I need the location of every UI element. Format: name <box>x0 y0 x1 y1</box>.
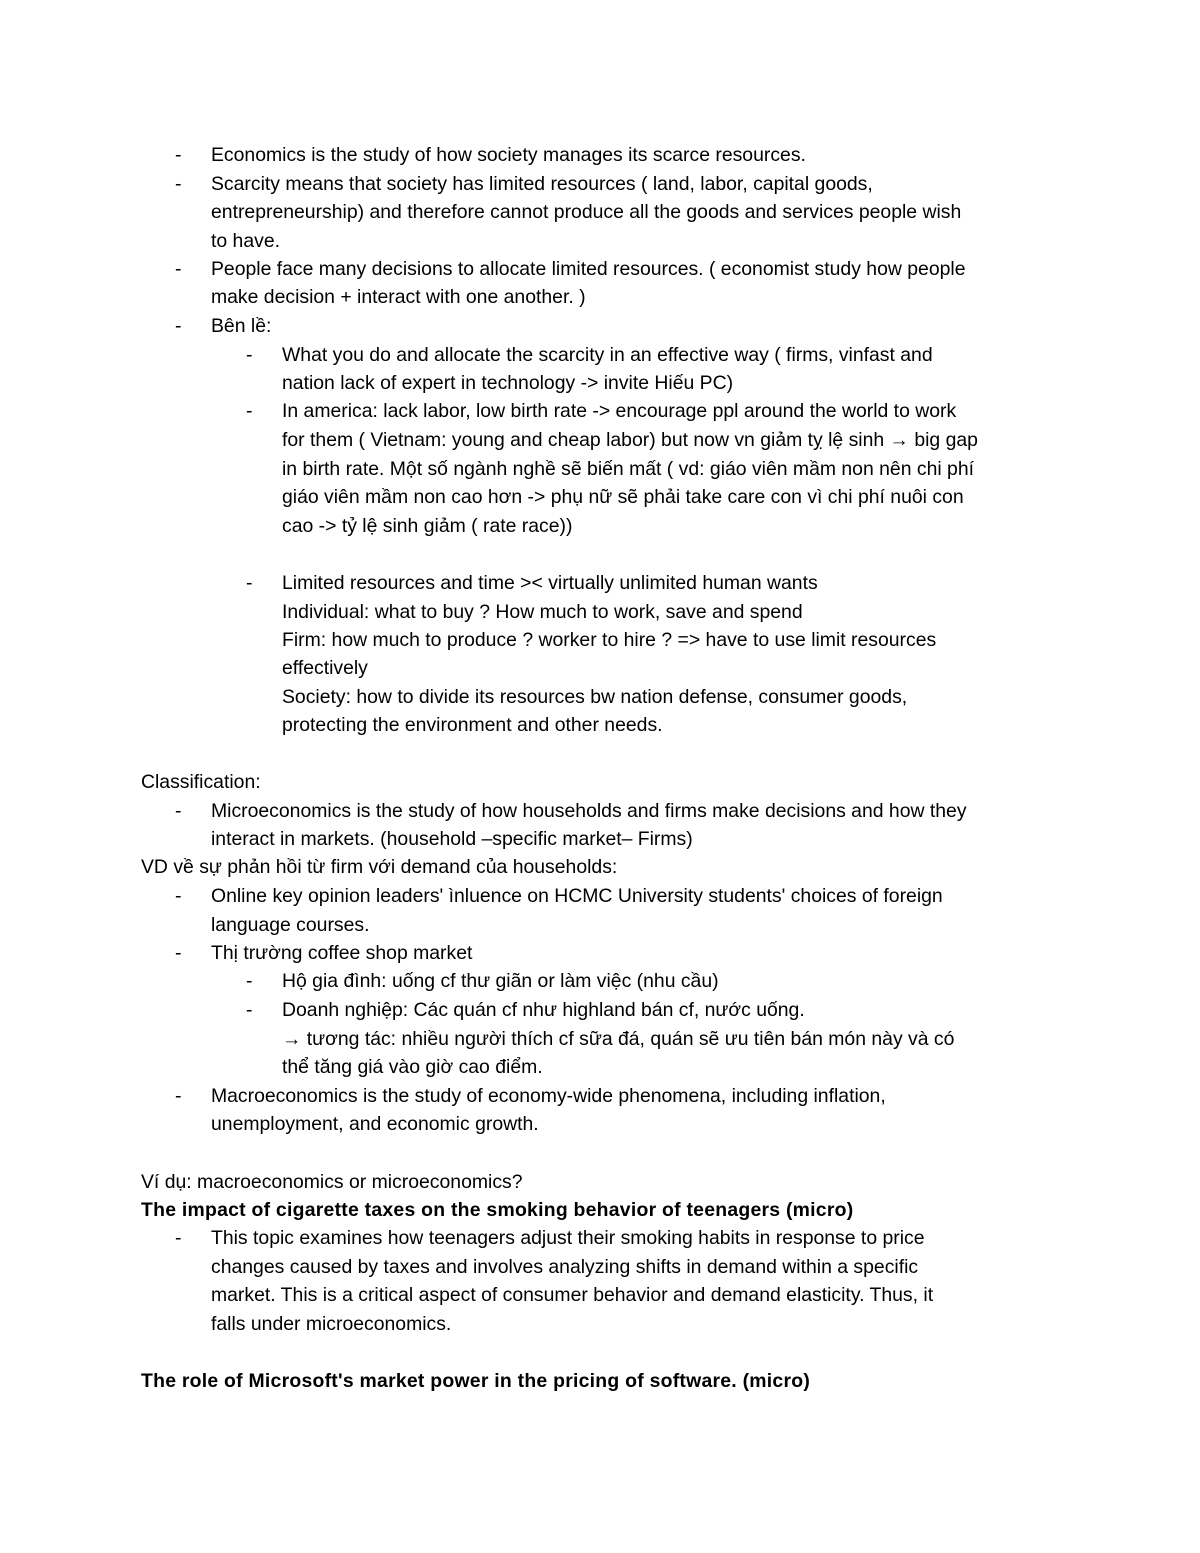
micro-line: interact in markets. (household –specific market– Firms) <box>211 828 693 850</box>
bullet-dash: - <box>175 144 182 166</box>
kol-line: Online key opinion leaders' ìnluence on HCMC University students' choices of foreign <box>211 885 943 907</box>
limited-line: effectively <box>282 657 368 679</box>
kol-line: language courses. <box>211 914 370 936</box>
cigarette-body-line: This topic examines how teenagers adjust their smoking habits in response to price <box>211 1227 925 1249</box>
vd-heading: VD về sự phản hồi từ firm với demand của households: <box>141 856 618 878</box>
bullet-dash: - <box>175 800 182 822</box>
sub-bullet-dash: - <box>246 999 253 1021</box>
cigarette-body-line: falls under microeconomics. <box>211 1313 452 1335</box>
business-line: → tương tác: nhiều người thích cf sữa đá, quán sẽ ưu tiên bán món này và có <box>282 1028 955 1050</box>
america-line: cao -> tỷ lệ sinh giảm ( rate race)) <box>282 515 573 537</box>
decisions-line: People face many decisions to allocate limited resources. ( economist study how people <box>211 258 966 280</box>
bullet-dash: - <box>175 315 182 337</box>
econ-definition-text: Economics is the study of how society manages its scarce resources. <box>211 144 806 166</box>
microsoft-title: The role of Microsoft's market power in the pricing of software. (micro) <box>141 1370 811 1392</box>
scarcity-line: to have. <box>211 230 280 252</box>
cigarette-body-line: market. This is a critical aspect of consumer behavior and demand elasticity. Thus, it <box>211 1284 934 1306</box>
sub-bullet-dash: - <box>246 400 253 422</box>
bullet-dash: - <box>175 942 182 964</box>
bullet-dash: - <box>175 1227 182 1249</box>
scarcity-line: entrepreneurship) and therefore cannot produce all the goods and services people wish <box>211 201 962 223</box>
coffee-line: Thị trường coffee shop market <box>211 942 473 964</box>
america-line: In america: lack labor, low birth rate -> encourage ppl around the world to work <box>282 400 957 422</box>
scarcity-line: Scarcity means that society has limited resources ( land, labor, capital goods, <box>211 173 873 195</box>
bullet-dash: - <box>175 173 182 195</box>
business-line: Doanh nghiệp: Các quán cf như highland bán cf, nước uống. <box>282 999 805 1021</box>
limited-line: Firm: how much to produce ? worker to hire ? => have to use limit resources <box>282 629 937 651</box>
allocate-line: What you do and allocate the scarcity in an effective way ( firms, vinfast and <box>282 344 933 366</box>
macro-line: Macroeconomics is the study of economy-wide phenomena, including inflation, <box>211 1085 886 1107</box>
household-line: Hộ gia đình: uống cf thư giãn or làm việc (nhu cầu) <box>282 970 719 992</box>
america-line: for them ( Vietnam: young and cheap labor) but now vn giảm tỵ lệ sinh → big gap <box>282 429 978 451</box>
side-note-label: Bên lề: <box>211 315 272 337</box>
limited-line: protecting the environment and other needs. <box>282 714 663 736</box>
cigarette-body-line: changes caused by taxes and involves analyzing shifts in demand within a specific <box>211 1256 919 1278</box>
macro-line: unemployment, and economic growth. <box>211 1113 539 1135</box>
bullet-dash: - <box>175 1085 182 1107</box>
business-line: thể tăng giá vào giờ cao điểm. <box>282 1056 543 1078</box>
sub-bullet-dash: - <box>246 344 253 366</box>
limited-line: Individual: what to buy ? How much to work, save and spend <box>282 601 803 623</box>
bullet-dash: - <box>175 885 182 907</box>
cigarette-title: The impact of cigarette taxes on the smoking behavior of teenagers (micro) <box>141 1199 854 1221</box>
classification-heading: Classification: <box>141 771 261 793</box>
sub-bullet-dash: - <box>246 970 253 992</box>
example-question: Ví dụ: macroeconomics or microeconomics? <box>141 1171 523 1193</box>
america-line: giáo viên mầm non cao hơn -> phụ nữ sẽ phải take care con vì chi phí nuôi con <box>282 486 964 508</box>
america-line: in birth rate. Một số ngành nghề sẽ biến mất ( vd: giáo viên mầm non nên chi phí <box>282 458 975 480</box>
sub-bullet-dash: - <box>246 572 253 594</box>
allocate-line: nation lack of expert in technology -> invite Hiếu PC) <box>282 372 734 394</box>
limited-line: Limited resources and time >< virtually unlimited human wants <box>282 572 818 594</box>
bullet-dash: - <box>175 258 182 280</box>
decisions-line: make decision + interact with one another. ) <box>211 286 586 308</box>
micro-line: Microeconomics is the study of how households and firms make decisions and how they <box>211 800 967 822</box>
limited-line: Society: how to divide its resources bw nation defense, consumer goods, <box>282 686 908 708</box>
